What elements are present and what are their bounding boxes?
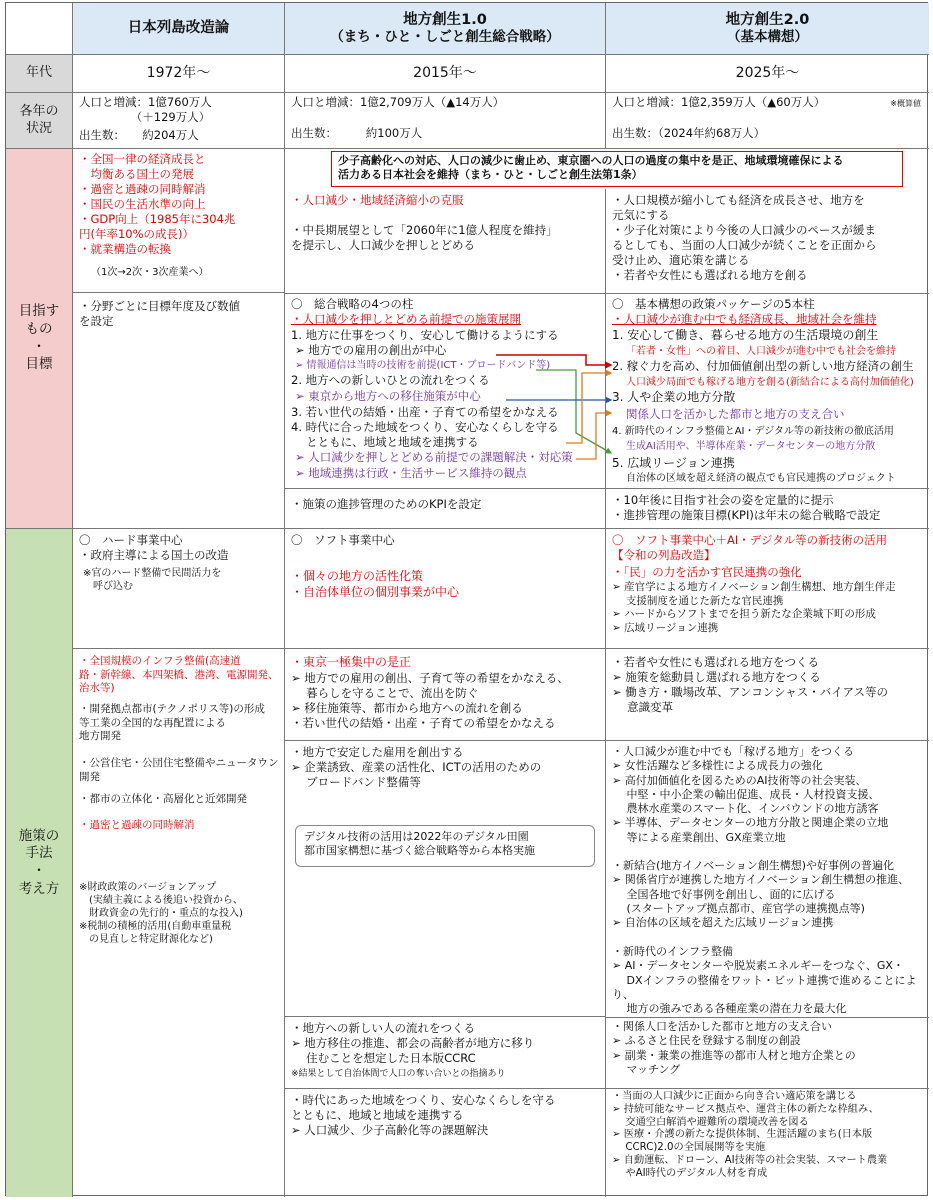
method-c2-flow: ・地方への新しい人の流れをつくる ➢ 地方移住の推進、都会の高齢者が地方に移り 住むことを想定した日本版CCRC	[291, 1021, 535, 1065]
header-c3-title: 地方創生2.0	[725, 12, 810, 28]
pillar-1-tech: ➢ 情報通信は当時の技術を前提(ICT・ブロードバンド等)	[295, 360, 551, 371]
goal-c3-kpi: ・10年後に目指す社会の姿を定量的に提示 ・進捗管理の施策目標(KPI)は年末の総合戦略で設定	[612, 493, 881, 522]
method-c3-infra: ・新時代のインフラ整備 ➢ AI・データセンターや脱炭素エネルギーをつなぐ、GX・ DXインフラの整備をワット・ビット連携で進めることにより、 地方の強みである各種産業の潜在力を最大化	[612, 945, 917, 1016]
goal-c1-subnote: （1次→2次・3次産業へ）	[91, 267, 209, 278]
goal-c3-text: ・人口規模が縮小しても経済を成長させ、地方を 元気にする ・少子化対策により今後の人口減少のペースが緩ま るとしても、当面の人口減少が続くことを正面から 受け止め、適応策を講じる ・若者や女性にも選ばれる地方を創る	[612, 193, 877, 282]
package-4: 4. 新時代のインフラ整備とAI・デジタル等の新技術の徹底活用	[612, 426, 894, 437]
package-1-note: 「若者・女性」への着目、人口減少が進む中でも社会を維持	[626, 346, 896, 357]
pillar-4-note: ➢ 人口減少を押しとどめる前提での課題解決・対応策	[295, 450, 573, 464]
goal-c3-a	[606, 189, 929, 293]
method-c2-region: ・時代にあった地域をつくり、安心なくらしを守る とともに、地域と地域を連携する ➢ 人口減少、少子高齢化等の課題解決	[291, 1093, 556, 1137]
pillars-title: 〇 総合戦略の4つの柱	[291, 297, 414, 311]
method-c2-a	[285, 529, 606, 649]
package-1: 1. 安心して働き、暮らせる地方の生活環境の創生	[612, 328, 879, 342]
package-5: 5. 広域リージョン連携	[612, 456, 735, 470]
method-c1-fiscal: ※財政政策のバージョンアップ (実績主義による後追い投資から、 財政資金の先行的・重点的な投入) ※税制の積極的活用(自動車重量税 の見直しと特定財源化など)	[79, 882, 243, 945]
method-c3-innovation: ・新結合(地方イノベーション創生構想)や好事例の普遍化 ➢ 関係省庁が連携した地方イノベーション創生構想の推進、 全国各地で好事例を創出し、面的に広げる (スタートアップ拠点都市、産官学の連携拠点等) ➢ 自治体の区域を超えた広域リージョン連携	[612, 859, 910, 930]
goal-c2-kpi: ・施策の進捗管理のためのKPIを設定	[291, 497, 482, 511]
method-c3-g	[606, 1089, 929, 1197]
method-c3-ppp-items: ➢ 産官学による地方イノベーション創生構想、地方創生伴走 支援制度を通じた新たな官民連携 ➢ ハードからソフトまでを担う新たな企業城下町の形成 ➢ 広域リージョン連携	[612, 581, 896, 634]
package-3: 3. 人や企業の地方分散	[612, 390, 736, 404]
package-4-note: 生成AI活用や、半導体産業・データセンターの地方分散	[626, 441, 876, 452]
births-c1: 出生数： 約204万人	[79, 128, 199, 142]
goal-c3-c	[606, 489, 929, 529]
pillar-1-note: ➢ 地方での雇用の創出が中心	[295, 343, 447, 357]
method-c1-hard-note: ※官のハード整備で民間活力を 呼び込む	[83, 568, 222, 592]
method-c2-jobs: ・地方で安定した雇用を創出する ➢ 企業誘致、産業の活性化、ICTの活用のための ブロードバンド整備等	[291, 745, 542, 789]
method-c3-ppp: ・「民」の力を活かす官民連携の強化	[612, 565, 802, 579]
population-c2: 人口と増減：1億2,709万人（▲14万人）	[291, 95, 505, 109]
goal-c3-b	[606, 293, 929, 489]
year-c2: 2015年～	[285, 55, 606, 93]
row-label-situation: 各年の 状況	[6, 93, 73, 149]
pillar-1: 1. 地方に仕事をつくり、安心して働けるようにする	[291, 328, 559, 342]
goal-c2-headline: ・人口減少・地域経済縮小の克服	[291, 193, 464, 207]
method-c3-soft-ai: 〇 ソフト事業中心＋AI・デジタル等の新技術の活用 【令和の列島改造】	[612, 533, 888, 562]
method-c3-b	[606, 649, 929, 741]
pillar-2-note: ➢ 東京から地方への移住施策が中心	[295, 389, 481, 403]
method-c2-c	[285, 741, 606, 1017]
method-c3-a	[606, 529, 929, 649]
method-c2-soft: 〇 ソフト事業中心	[291, 533, 395, 547]
situation-c2	[285, 93, 606, 149]
package-subtitle: ・人口減少が進む中でも経済成長、地域社会を維持	[612, 312, 877, 326]
method-c3-relation: ・関係人口を活かした都市と地方の支え合い ➢ ふるさと住民を登録する制度の創設 ➢ 副業・兼業の推進等の都市人材と地方企業との マッチング	[612, 1020, 856, 1076]
goal-c1-a	[73, 149, 285, 293]
population-c1: 人口と増減：1億760万人 （＋129万人）	[79, 95, 212, 124]
pillars-subtitle: ・人口減少を押しとどめる前提での施策展開	[291, 312, 521, 326]
method-c3-c	[606, 741, 929, 1017]
package-title: 〇 基本構想の政策パッケージの5本柱	[612, 297, 815, 311]
goal-c2-vision: ・中長期展望として「2060年に1億人程度を維持」 を提示し、人口減少を押しとどめる	[291, 223, 558, 252]
method-c2-local: ・個々の地方の活性化策 ・自治体単位の個別事業が中心	[291, 569, 460, 599]
method-c2-flow-note: ※結果として自治体間で人口の奪い合いとの指摘あり	[291, 1069, 506, 1079]
law-banner: 少子高齢化への対応、人口の減少に歯止め、東京圏への人口の過度の集中を是正、地域環境確保による 活力ある日本社会を維持（まち・ひと・しごと創生法第1条）	[331, 151, 903, 187]
row-label-year: 年代	[6, 55, 73, 93]
method-c2-tokyo-items: ➢ 地方での雇用の創出、子育て等の希望をかなえる、 暮らしを守ることで、流出を防ぐ ➢ 移住施策等、都市から地方への流れを創る ・若い世代の結婚・出産・子育ての希望をかなえる	[291, 671, 569, 730]
digital-note-box: デジタル技術の活用は2022年のデジタル田園 都市国家構想に基づく総合戦略等から本格実施	[295, 825, 595, 867]
method-c1-housing: ・公営住宅・公団住宅整備やニュータウン 開発	[79, 757, 279, 783]
method-c1-urban: ・都市の立体化・高層化と近郊開発	[79, 793, 247, 805]
method-c1-techno: ・開発拠点都市(テクノポリス等)の形成 等工業の全国的な再配置による 地方開発	[79, 703, 265, 743]
situation-c3	[606, 93, 929, 149]
pillar-4: 4. 時代に合った地域をつくり、安心なくらしを守る とともに、地域と地域を連携する	[291, 420, 559, 449]
method-c2-e	[285, 1089, 606, 1197]
births-c3: 出生数：（2024年約68万人）	[612, 126, 766, 140]
package-2-note: 人口減少局面でも稼げる地方を創る(新結合による高付加価値化)	[626, 377, 914, 388]
column-header-c1	[73, 3, 285, 55]
year-c1: 1972年～	[73, 55, 285, 93]
pillar-2: 2. 地方への新しいひとの流れをつくる	[291, 373, 490, 387]
goal-c2-c	[285, 489, 606, 529]
package-2: 2. 稼ぐ力を高め、付加価値創出型の新しい地方経済の創生	[612, 359, 914, 373]
row-label-goal: 目指す もの ・ 目標	[6, 149, 73, 529]
method-c1-b	[73, 649, 285, 1197]
method-c2-d	[285, 1017, 606, 1089]
goal-c1-target: ・分野ごとに目標年度及び数値 を設定	[79, 299, 240, 328]
corner-cell	[6, 3, 73, 55]
method-c1-overcrowd: ・過密と過疎の同時解消	[79, 819, 195, 831]
header-c3-subtitle: （基本構想）	[727, 29, 808, 46]
method-c1-a	[73, 529, 285, 649]
method-c2-tokyo: ・東京一極集中の是正	[291, 655, 412, 669]
goal-c1-b	[73, 293, 285, 529]
header-c1-title: 日本列島改造論	[127, 20, 230, 37]
method-c2-b	[285, 649, 606, 741]
method-c3-f	[606, 1017, 929, 1089]
pillar-3: 3. 若い世代の結婚・出産・子育ての希望をかなえる	[291, 405, 559, 419]
header-c2-title: 地方創生1.0	[403, 12, 487, 28]
method-c1-infra	[79, 655, 280, 696]
estimate-note: ※概算値	[890, 99, 921, 108]
package-5-note: 自治体の区域を超え経済の観点でも官民連携のプロジェクト	[626, 473, 896, 484]
goal-c2-a	[285, 189, 606, 293]
method-c3-adapt: ・当面の人口減少に正面から向き合い適応策を講じる ➢ 持続可能なサービス拠点や、運営主体の新たな枠組み、 交通空白解消や避難所の環境改善を図る ➢ 医療・介護の新たな提供体制、生涯活躍のまち(日本版 CCRC)2.0の全国展開等を実施 ➢ 自動運転、ドローン、AI技術等の社会実装、スマート農業 やAI時代のデジタル人材を育成	[612, 1091, 888, 1179]
infra-lead: ・全国規模のインフラ整備(高速道 路・新幹線、本四架橋、港湾、電源開発、 治水等)	[79, 655, 279, 695]
year-c3: 2025年～	[606, 55, 929, 93]
method-c1-hard: 〇 ハード事業中心 ・政府主導による国土の改造	[79, 533, 229, 562]
situation-c1	[73, 93, 285, 149]
goal-c1-text: ・全国一律の経済成長と 均衡ある国土の発展 ・過密と過疎の同時解消 ・国民の生活水準の向上 ・GDP向上（1985年に304兆 円(年率10%の成長)） ・就業構造の転換	[79, 152, 236, 256]
comparison-table	[5, 2, 928, 1196]
births-c2: 出生数： 約100万人	[291, 126, 423, 140]
row-label-method: 施策の 手法 ・ 考え方	[6, 529, 73, 1197]
package-3-note: 関係人口を活かした都市と地方の支え合い	[626, 407, 845, 421]
column-header-c2	[285, 3, 606, 55]
method-c3-earn: ・人口減少が進む中でも「稼げる地方」をつくる ➢ 女性活躍など多様性による成長力の強化 ➢ 高付加価値化を図るためのAI技術等の社会実装、 中堅・中小企業の輸出促進、成長・人材投資支援、 農林水産業のスマート化、インバウンドの地方誘客 ➢ 半導体、データセンターの地方分散と関連企業の立地 等による産業創出、GX産業立地	[612, 745, 889, 844]
pillar-4-link: ➢ 地域連携は行政・生活サービス維持の観点	[295, 466, 527, 480]
pillar-connector-arrows	[546, 343, 636, 473]
header-c2-subtitle: （まち・ひと・しごと創生総合戦略）	[330, 29, 560, 46]
column-header-c3	[606, 3, 929, 55]
method-c3-youth: ・若者や女性にも選ばれる地方をつくる ➢ 施策を総動員し選ばれる地方をつくる ➢ 働き方・職場改革、アンコンシャス・バイアス等の 意識変革	[612, 655, 889, 714]
population-c3: 人口と増減：1億2,359万人（▲60万人）	[612, 95, 826, 109]
